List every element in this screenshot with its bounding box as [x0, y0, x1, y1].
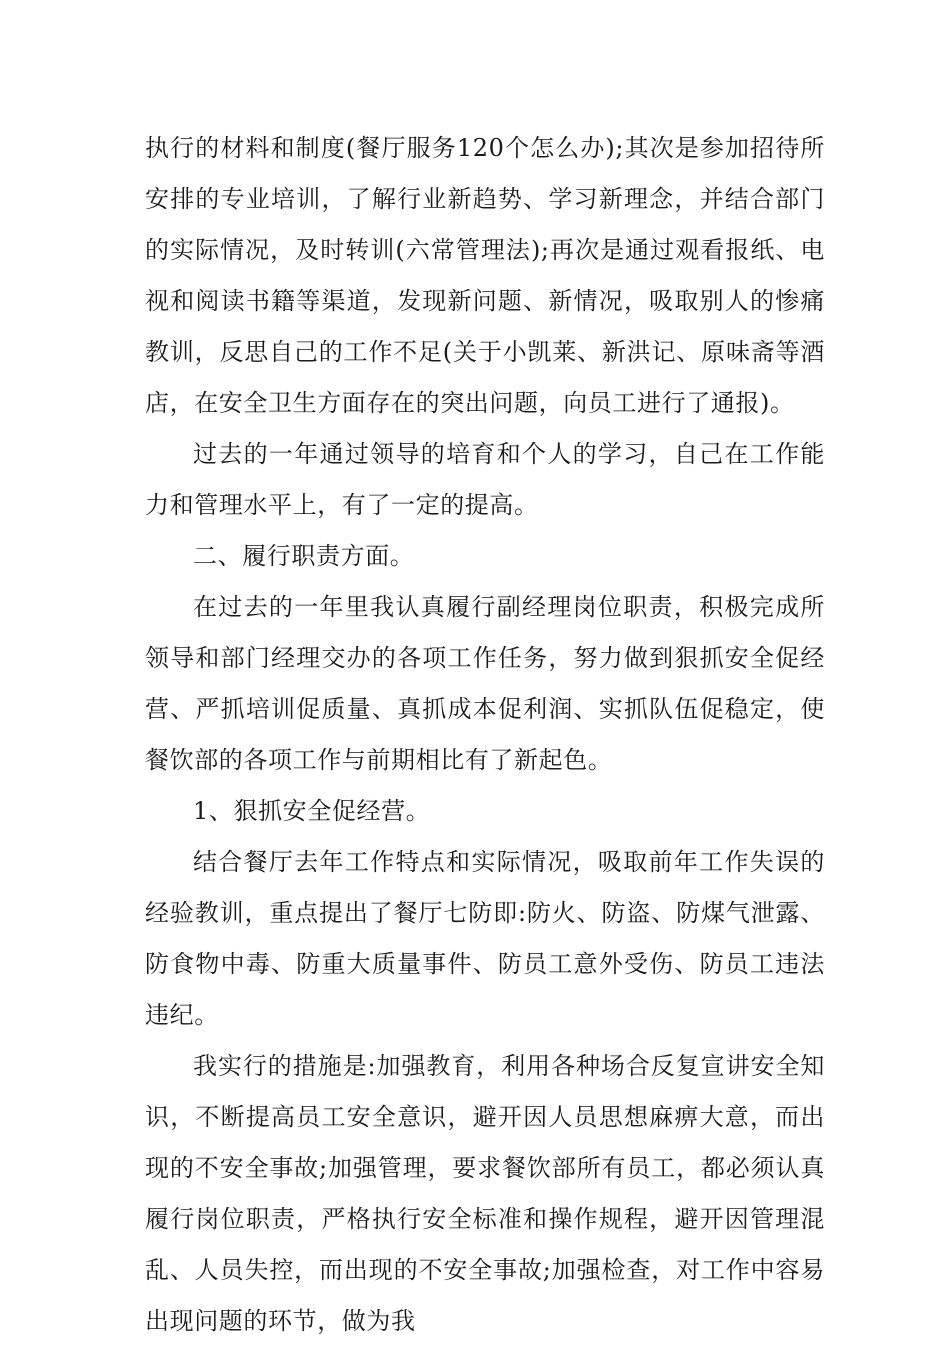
paragraph: 我实行的措施是:加强教育，利用各种场合反复宣讲安全知识，不断提高员工安全意识，避开因人员思想麻痹大意，而出现的不安全事故;加强管理，要求餐饮部所有员工，都必须认真履行岗位职责，严格执行安全标准和操作规程，避开因管理混乱、人员失控，而出现的不安全事故;加强检查，对工作中容易出现问题的环节，做为我 [145, 1052, 825, 1335]
document-body [145, 123, 825, 1347]
paragraph: 结合餐厅去年工作特点和实际情况，吸取前年工作失误的经验教训，重点提出了餐厅七防即:防火、防盗、防煤气泄露、防食物中毒、防重大质量事件、防员工意外受伤、防员工违法违纪。 [145, 848, 825, 1029]
paragraph-continued: 执行的材料和制度(餐厅服务120个怎么办);其次是参加招待所安排的专业培训，了解行业新趋势、学习新理念，并结合部门的实际情况，及时转训(六常管理法);再次是通过观看报纸、电视和阅读书籍等渠道，发现新问题、新情况，吸取别人的惨痛教训，反思自己的工作不足(关于小凯莱、新洪记、原味斋等酒店，在安全卫生方面存在的突出问题，向员工进行了通报)。 [145, 134, 825, 417]
section-heading: 二、履行职责方面。 [193, 542, 415, 570]
paragraph: 过去的一年通过领导的培育和个人的学习，自己在工作能力和管理水平上，有了一定的提高。 [145, 440, 825, 519]
subsection-heading: 1、狠抓安全促经营。 [193, 797, 431, 825]
paragraph: 在过去的一年里我认真履行副经理岗位职责，积极完成所领导和部门经理交办的各项工作任务，努力做到狠抓安全促经营、严抓培训促质量、真抓成本促利润、实抓队伍促稳定，使餐饮部的各项工作与前期相比有了新起色。 [145, 593, 825, 774]
